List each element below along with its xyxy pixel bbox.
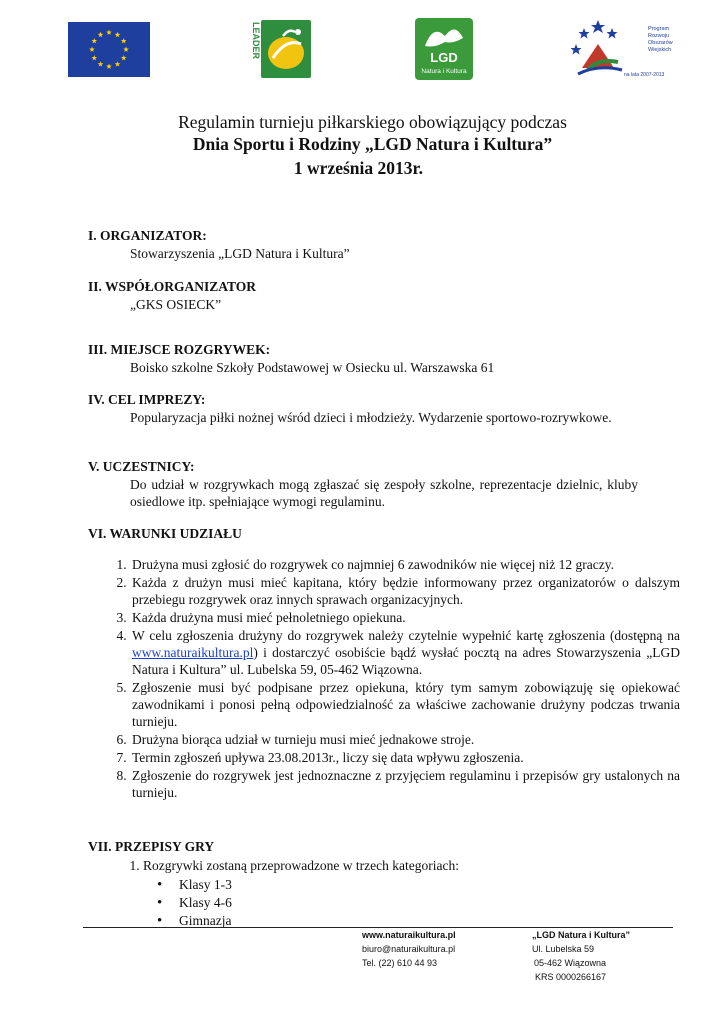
list-item: 2. Każda z drużyn musi mieć kapitana, który będzie informowany przez organizatorów o dalszym przebiegu rozgrywek oraz innych sprawach organizacyjnych.: [130, 574, 680, 608]
prow-years: na lata 2007-2013: [624, 72, 665, 78]
section-participants-body: Do udział w rozgrywkach mogą zgłaszać się zespoły szkolne, reprezentacje dzielnic, kluby osiedlowe itp. spełniające wymogi regulaminu.: [130, 477, 638, 509]
rules-list: [88, 857, 459, 930]
document-title-line-1: Regulamin turnieju piłkarskiego obowiązujący podczas: [178, 112, 567, 132]
footer-org-name: „LGD Natura i Kultura”: [532, 930, 631, 940]
categories-list: [143, 876, 459, 930]
document-title-line-2: Dnia Sportu i Rodziny „LGD Natura i Kultura”: [192, 134, 553, 154]
lgd-text: LGD: [430, 50, 458, 65]
list-item: [130, 627, 680, 678]
conditions-list: [88, 556, 680, 801]
prow-line-3: Obszarów: [648, 40, 673, 46]
category-item: • Klasy 4-6: [157, 894, 459, 912]
footer-address: [532, 928, 630, 984]
website-link[interactable]: www.naturaikultura.pl: [132, 645, 254, 660]
list-item: 7. Termin zgłoszeń upływa 23.08.2013r., liczy się data wpływu zgłoszenia.: [130, 749, 680, 766]
footer-krs: KRS 0000266167: [535, 972, 607, 982]
footer-street: Ul. Lubelska 59: [532, 944, 595, 954]
section-organizer-heading: I. ORGANIZATOR:: [88, 228, 207, 243]
section-venue-body: Boisko szkolne Szkoły Podstawowej w Osiecku ul. Warszawska 61: [130, 360, 495, 375]
section-purpose-body: Popularyzacja piłki nożnej wśród dzieci i młodzieży. Wydarzenie sportowo-rozrywkowe.: [130, 410, 612, 425]
footer-phone: Tel. (22) 610 44 93: [362, 958, 438, 968]
leader-text: LEADER: [251, 22, 261, 60]
prow-line-1: Program: [648, 26, 670, 32]
list-item: [143, 857, 459, 930]
lgd-subtext: Natura i Kultura: [421, 68, 467, 75]
leader-logo: [243, 18, 313, 80]
eu-stars-icon: [68, 22, 150, 77]
footer-email[interactable]: biuro@naturaikultura.pl: [362, 944, 456, 954]
prow-logo: [568, 18, 678, 82]
footer-contact: [362, 928, 456, 970]
section-purpose-heading: IV. CEL IMPREZY:: [88, 392, 206, 407]
logo-bar: [0, 18, 725, 80]
rules-item-1: Rozgrywki zostaną przeprowadzone w trzech kategoriach:: [143, 858, 459, 873]
prow-line-4: Wiejskich: [648, 47, 672, 53]
section-conditions-heading: VI. WARUNKI UDZIAŁU: [88, 526, 242, 541]
section-organizer-body: Stowarzyszenia „LGD Natura i Kultura”: [130, 246, 350, 261]
item4-text-before: W celu zgłoszenia drużyny do rozgrywek należy czytelnie wypełnić kartę zgłoszenia (dostępną na: [132, 628, 680, 643]
list-item: 8. Zgłoszenie do rozgrywek jest jednoznaczne z przyjęciem regulaminu i przepisów gry ustalonych na turnieju.: [130, 767, 680, 801]
footer-city: 05-462 Wiązowna: [534, 958, 607, 968]
section-coorganizer-body: „GKS OSIECK”: [130, 297, 222, 312]
section-venue-heading: III. MIEJSCE ROZGRYWEK:: [88, 342, 271, 357]
list-item: 5. Zgłoszenie musi być podpisane przez opiekuna, który tym samym zobowiązuję się opiekować zawodnikami i ponosi pełną odpowiedzialność za właściwe zachowanie drużyny podczas trwania turnieju.: [130, 679, 680, 730]
section-rules-heading: VII. PRZEPISY GRY: [88, 839, 215, 854]
list-item: 6. Drużyna biorąca udział w turnieju musi mieć jednakowe stroje.: [130, 731, 680, 748]
section-participants-heading: V. UCZESTNICY:: [88, 459, 195, 474]
lgd-natura-i-kultura-logo: [415, 18, 473, 80]
list-item: 3. Każda drużyna musi mieć pełnoletniego opiekuna.: [130, 609, 680, 626]
list-item: 1. Drużyna musi zgłosić do rozgrywek co najmniej 6 zawodników nie więcej niż 12 graczy.: [130, 556, 680, 573]
item4-text-after: ) i dostarczyć osobiście bądź wysłać pocztą na adres Stowarzyszenia „LGD Natura i Kultura” ul. Lubelska 59, 05-462 Wiązowna.: [132, 645, 680, 677]
category-item: • Gimnazja: [157, 912, 459, 930]
category-item: • Klasy 1-3: [157, 876, 459, 894]
prow-line-2: Rozwoju: [648, 33, 670, 39]
section-coorganizer-heading: II. WSPÓŁORGANIZATOR: [88, 279, 257, 294]
footer-website[interactable]: www.naturaikultura.pl: [362, 930, 456, 940]
eu-flag-logo: [68, 22, 150, 77]
document-title-date: 1 września 2013r.: [293, 158, 424, 178]
